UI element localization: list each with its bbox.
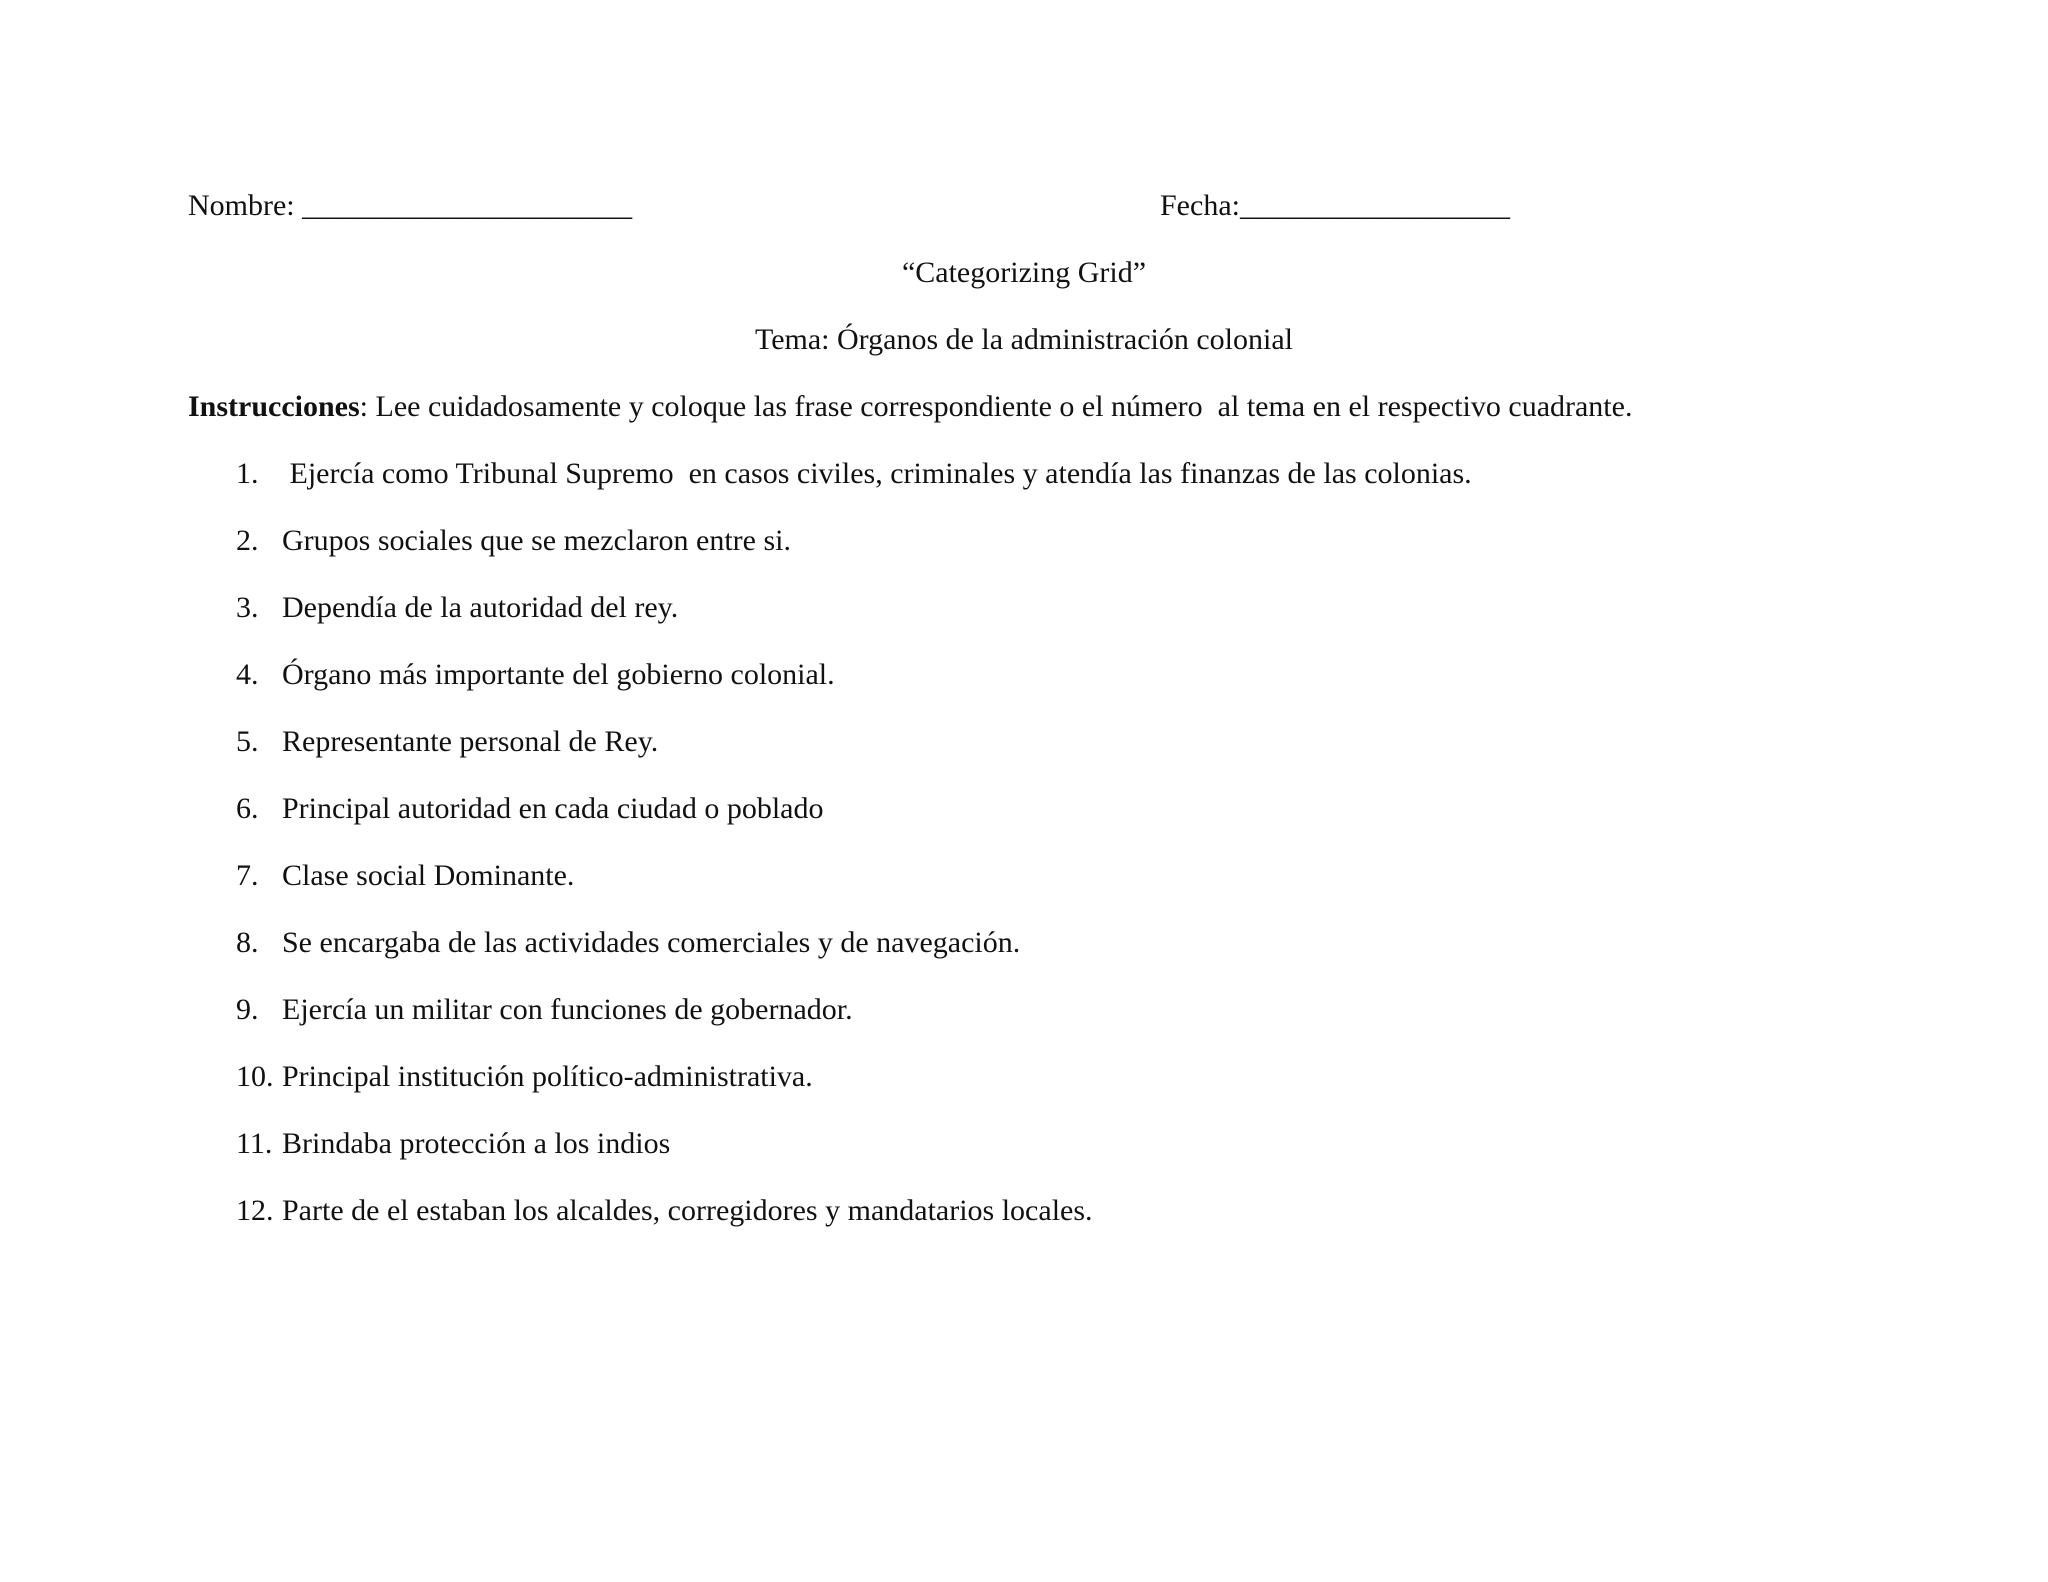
instructions	[188, 389, 1632, 425]
list-item-text: Dependía de la autoridad del rey.	[282, 591, 679, 624]
list-item-text: Órgano más importante del gobierno colonial.	[282, 658, 835, 691]
list-item-text: Ejercía como Tribunal Supremo en casos civiles, criminales y atendía las finanzas de las colonias.	[282, 457, 1472, 490]
list-item-number: 5.	[236, 725, 259, 758]
topic-line: Tema: Órganos de la administración colonial	[754, 323, 1294, 356]
instructions-label: Instrucciones	[188, 390, 360, 423]
list-item-number: 4.	[236, 658, 259, 691]
list-item-number: 8.	[236, 926, 259, 959]
list-item-number: 12.	[236, 1194, 274, 1227]
nombre-blank: ______________________	[302, 189, 633, 222]
list-item-text: Grupos sociales que se mezclaron entre si.	[282, 524, 791, 557]
list-item-number: 11.	[236, 1127, 273, 1160]
list-item-text: Representante personal de Rey.	[282, 725, 659, 758]
list-item-number: 7.	[236, 859, 259, 892]
list-item-text: Ejercía un militar con funciones de gobernador.	[282, 993, 853, 1026]
list-item-number: 2.	[236, 524, 259, 557]
list-item-text: Principal autoridad en cada ciudad o poblado	[282, 792, 824, 825]
list-item-number: 1.	[236, 457, 259, 490]
list-item-number: 3.	[236, 591, 259, 624]
instructions-text: : Lee cuidadosamente y coloque las frase correspondiente o el número al tema en el respectivo cuadrante.	[359, 390, 1633, 423]
list-item-text: Parte de el estaban los alcaldes, corregidores y mandatarios locales.	[282, 1194, 1093, 1227]
fecha-label: Fecha:	[1160, 189, 1240, 222]
page-title: “Categorizing Grid”	[901, 256, 1147, 289]
list-item-number: 6.	[236, 792, 259, 825]
nombre-field	[188, 188, 632, 224]
list-item-text: Principal institución político-administrativa.	[282, 1060, 813, 1093]
fecha-blank: __________________	[1239, 189, 1510, 222]
list-item-text: Clase social Dominante.	[282, 859, 575, 892]
list-item-text: Brindaba protección a los indios	[282, 1127, 671, 1160]
list-item-text: Se encargaba de las actividades comerciales y de navegación.	[282, 926, 1021, 959]
list-item-number: 9.	[236, 993, 259, 1026]
nombre-label: Nombre:	[188, 189, 303, 222]
list-item-number: 10.	[236, 1060, 274, 1093]
fecha-field	[1160, 188, 1510, 224]
